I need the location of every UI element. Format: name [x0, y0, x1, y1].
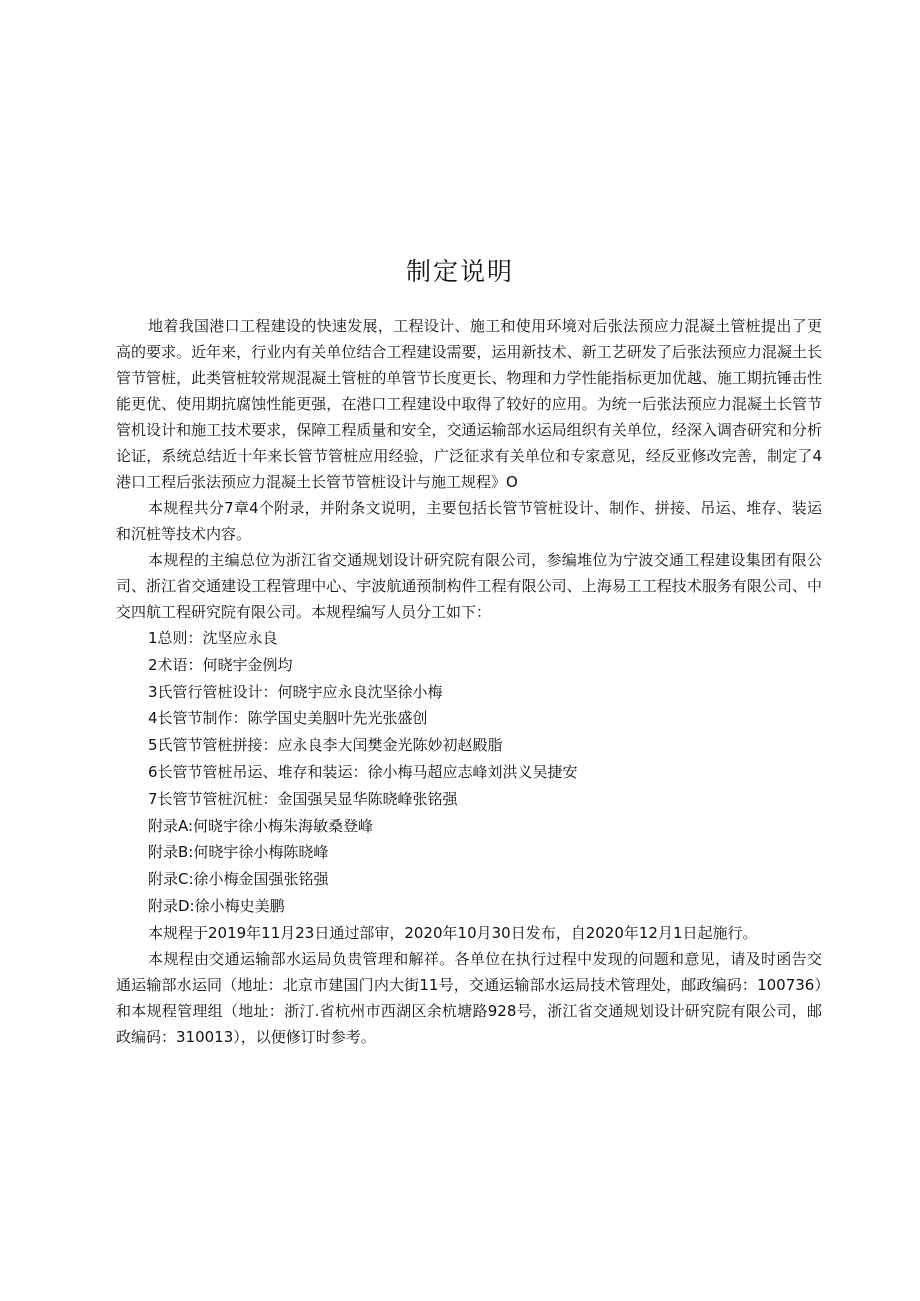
editors-paragraph: 本规程的主编总位为浙江省交通规划设计研究院有限公司，参编堆位为宁波交通工程建设集团有限公司、浙江省交通建设工程管理中心、宇波航通预制构件工程有限公司、上海易工工程技术服务有限公司、中交四航工程研究院有限公司。本规程编写人员分工如下： — [116, 551, 822, 621]
appendix-a-item: 附录A:何晓宇徐小梅朱海敏桑登峰 — [148, 816, 374, 835]
dates-paragraph: 本规程于2019年11月23日通过部审，2020年10月30日发布，自2020年12月1日起施行。 — [148, 923, 758, 942]
document-body — [116, 313, 822, 1050]
assignment-item-1: 1总则：沈坚应永良 — [148, 629, 278, 647]
appendix-b-item: 附录B:何晓宇徐小梅陈晓峰 — [148, 843, 329, 862]
structure-paragraph: 本规程共分7章4个附录，并附条文说明，主要包括长管节管桩设计、制作、拼接、吊运、堆存、装运和沉桩等技术内容。 — [116, 499, 822, 543]
intro-paragraph: 地着我国港口工程建设的快速发展，工程设计、施工和使用环境对后张法预应力混凝土管桩提出了更高的要求。近年来，行业内有关单位结合工程建设需要，运用新技术、新工艺研发了后张法预应力混凝土长管节管桩，此类管桩较常规混凝土管桩的单管节长度更长、物理和力学性能指标更加优越、施工期抗锤击性能更优、使用期抗腐蚀性能更强，在港口工程建设中取得了较好的应用。为统一后张法预应力混凝土长管节管机设计和施工技术要求，保障工程质量和安全，交通运输部水运局组织有关单位，经深入调杳研究和分析论证，系统总结近十年来长管节管桩应用经验，广泛征求有关单位和专家意见，经反亚修改完善，制定了4港口工程后张法预应力混凝土长管节管桩设计与施工规程》O — [116, 317, 822, 491]
assignment-item-7: 7长管节管桩沉桩：金国强吴显华陈晓峰张铭强 — [148, 789, 458, 808]
appendix-c-item: 附录C:徐小梅金国强张铭强 — [148, 870, 329, 889]
assignment-item-3: 3氏管行管桩设计：何晓宇应永良沈坚徐小梅 — [148, 682, 443, 701]
appendix-d-item: 附录D:徐小梅史美鹏 — [148, 896, 285, 915]
assignment-item-4: 4长管节制作：陈学国史美胭叶先光张盛创 — [148, 709, 428, 728]
page-title: 制定说明 — [405, 257, 514, 286]
assignment-item-2: 2术语：何晓宇金例均 — [148, 655, 293, 674]
assignment-item-5: 5氏管节管桩拼接：应永良李大闰樊金光陈妙初赵殿脂 — [148, 736, 503, 755]
assignment-item-6: 6长管节管桩吊运、堆存和装运：徐小梅马超应志峰刘洪义吴捷安 — [148, 762, 578, 781]
assignment-list — [116, 625, 822, 920]
contact-paragraph: 本规程由交通运输部水运局负贵管理和解祥。各单位在执行过程中发现的问题和意见，请及时函告交通运输部水运同（地址：北京市建国门内大街11号，交通运输部水运局技术管理处，邮政编码：100736）和本规程管理组（地址：浙汀.省杭州市西湖区余杭塘路928号，浙江省交通规划设计研究院有限公司，邮政编码：310013），以便修订时参考。 — [116, 949, 822, 1046]
